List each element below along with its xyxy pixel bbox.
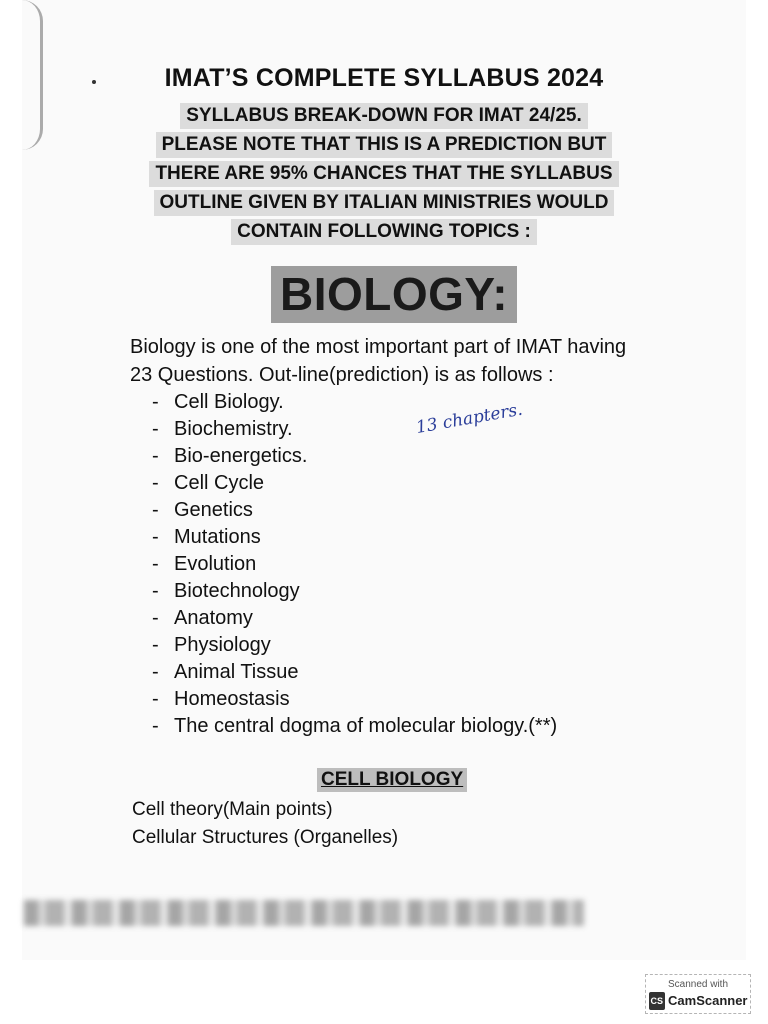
topic-item	[152, 443, 557, 470]
topic-item	[152, 605, 557, 632]
topic-label: Cell Biology.	[174, 391, 284, 413]
topic-item	[152, 632, 557, 659]
topic-label: Biotechnology	[174, 580, 300, 602]
topic-label: Evolution	[174, 553, 257, 575]
bullet-dash: -	[152, 418, 159, 440]
topic-label: Homeostasis	[174, 688, 290, 710]
bullet-dash: -	[152, 445, 159, 467]
topic-label: Animal Tissue	[174, 661, 299, 683]
bullet-dash: -	[152, 661, 159, 683]
camscanner-watermark	[645, 974, 751, 1014]
cell-biology-heading: CELL BIOLOGY	[317, 768, 467, 792]
bullet-dash: -	[152, 391, 159, 413]
bullet-dash: -	[152, 553, 159, 575]
topic-item	[152, 470, 557, 497]
topic-label: Biochemistry.	[174, 418, 293, 440]
blurred-text-strip	[24, 900, 584, 926]
topic-label: Mutations	[174, 526, 261, 548]
topic-item	[152, 578, 557, 605]
topic-item	[152, 686, 557, 713]
topic-item	[152, 659, 557, 686]
bullet-dash: -	[152, 688, 159, 710]
bullet-dash: -	[152, 580, 159, 602]
bullet-dash: -	[152, 472, 159, 494]
bullet-dash: -	[152, 607, 159, 629]
page-title: IMAT’S COMPLETE SYLLABUS 2024	[164, 64, 604, 92]
subtitle-line: PLEASE NOTE THAT THIS IS A PREDICTION BUT	[156, 132, 613, 158]
topic-label: Physiology	[174, 634, 271, 656]
topic-label: Genetics	[174, 499, 253, 521]
biology-intro	[130, 333, 690, 389]
bullet-dash: -	[152, 499, 159, 521]
watermark-brand-row	[646, 992, 750, 1010]
subtitle-line: THERE ARE 95% CHANCES THAT THE SYLLABUS	[149, 161, 618, 187]
topic-label: The central dogma of molecular biology.(**)	[174, 715, 558, 737]
bullet-dash: -	[152, 634, 159, 656]
intro-line: 23 Questions. Out-line(prediction) is as follows :	[130, 364, 554, 386]
section-line: Cellular Structures (Organelles)	[132, 827, 399, 848]
subtitle-line: CONTAIN FOLLOWING TOPICS :	[231, 219, 537, 245]
topic-label: Bio-energetics.	[174, 445, 308, 467]
intro-line: Biology is one of the most important part of IMAT having	[130, 336, 627, 358]
topic-item	[152, 524, 557, 551]
section-line: Cell theory(Main points)	[132, 799, 333, 820]
watermark-brand: CamScanner	[668, 993, 748, 1008]
biology-heading: BIOLOGY:	[271, 266, 517, 323]
topic-list	[152, 389, 557, 740]
topic-item	[152, 551, 557, 578]
camscanner-logo-icon: CS	[649, 992, 666, 1010]
cell-biology-lines	[132, 796, 398, 852]
topic-item	[152, 713, 557, 740]
bullet-dash: -	[152, 715, 159, 737]
subtitle-block	[0, 103, 768, 248]
topic-item	[152, 497, 557, 524]
topic-label: Anatomy	[174, 607, 253, 629]
topic-label: Cell Cycle	[174, 472, 265, 494]
watermark-caption: Scanned with	[667, 979, 729, 990]
subtitle-line: SYLLABUS BREAK-DOWN FOR IMAT 24/25.	[180, 103, 588, 129]
bullet-dash: -	[152, 526, 159, 548]
handwritten-annotation: 13 chapters.	[414, 399, 525, 438]
subtitle-line: OUTLINE GIVEN BY ITALIAN MINISTRIES WOULD	[154, 190, 615, 216]
